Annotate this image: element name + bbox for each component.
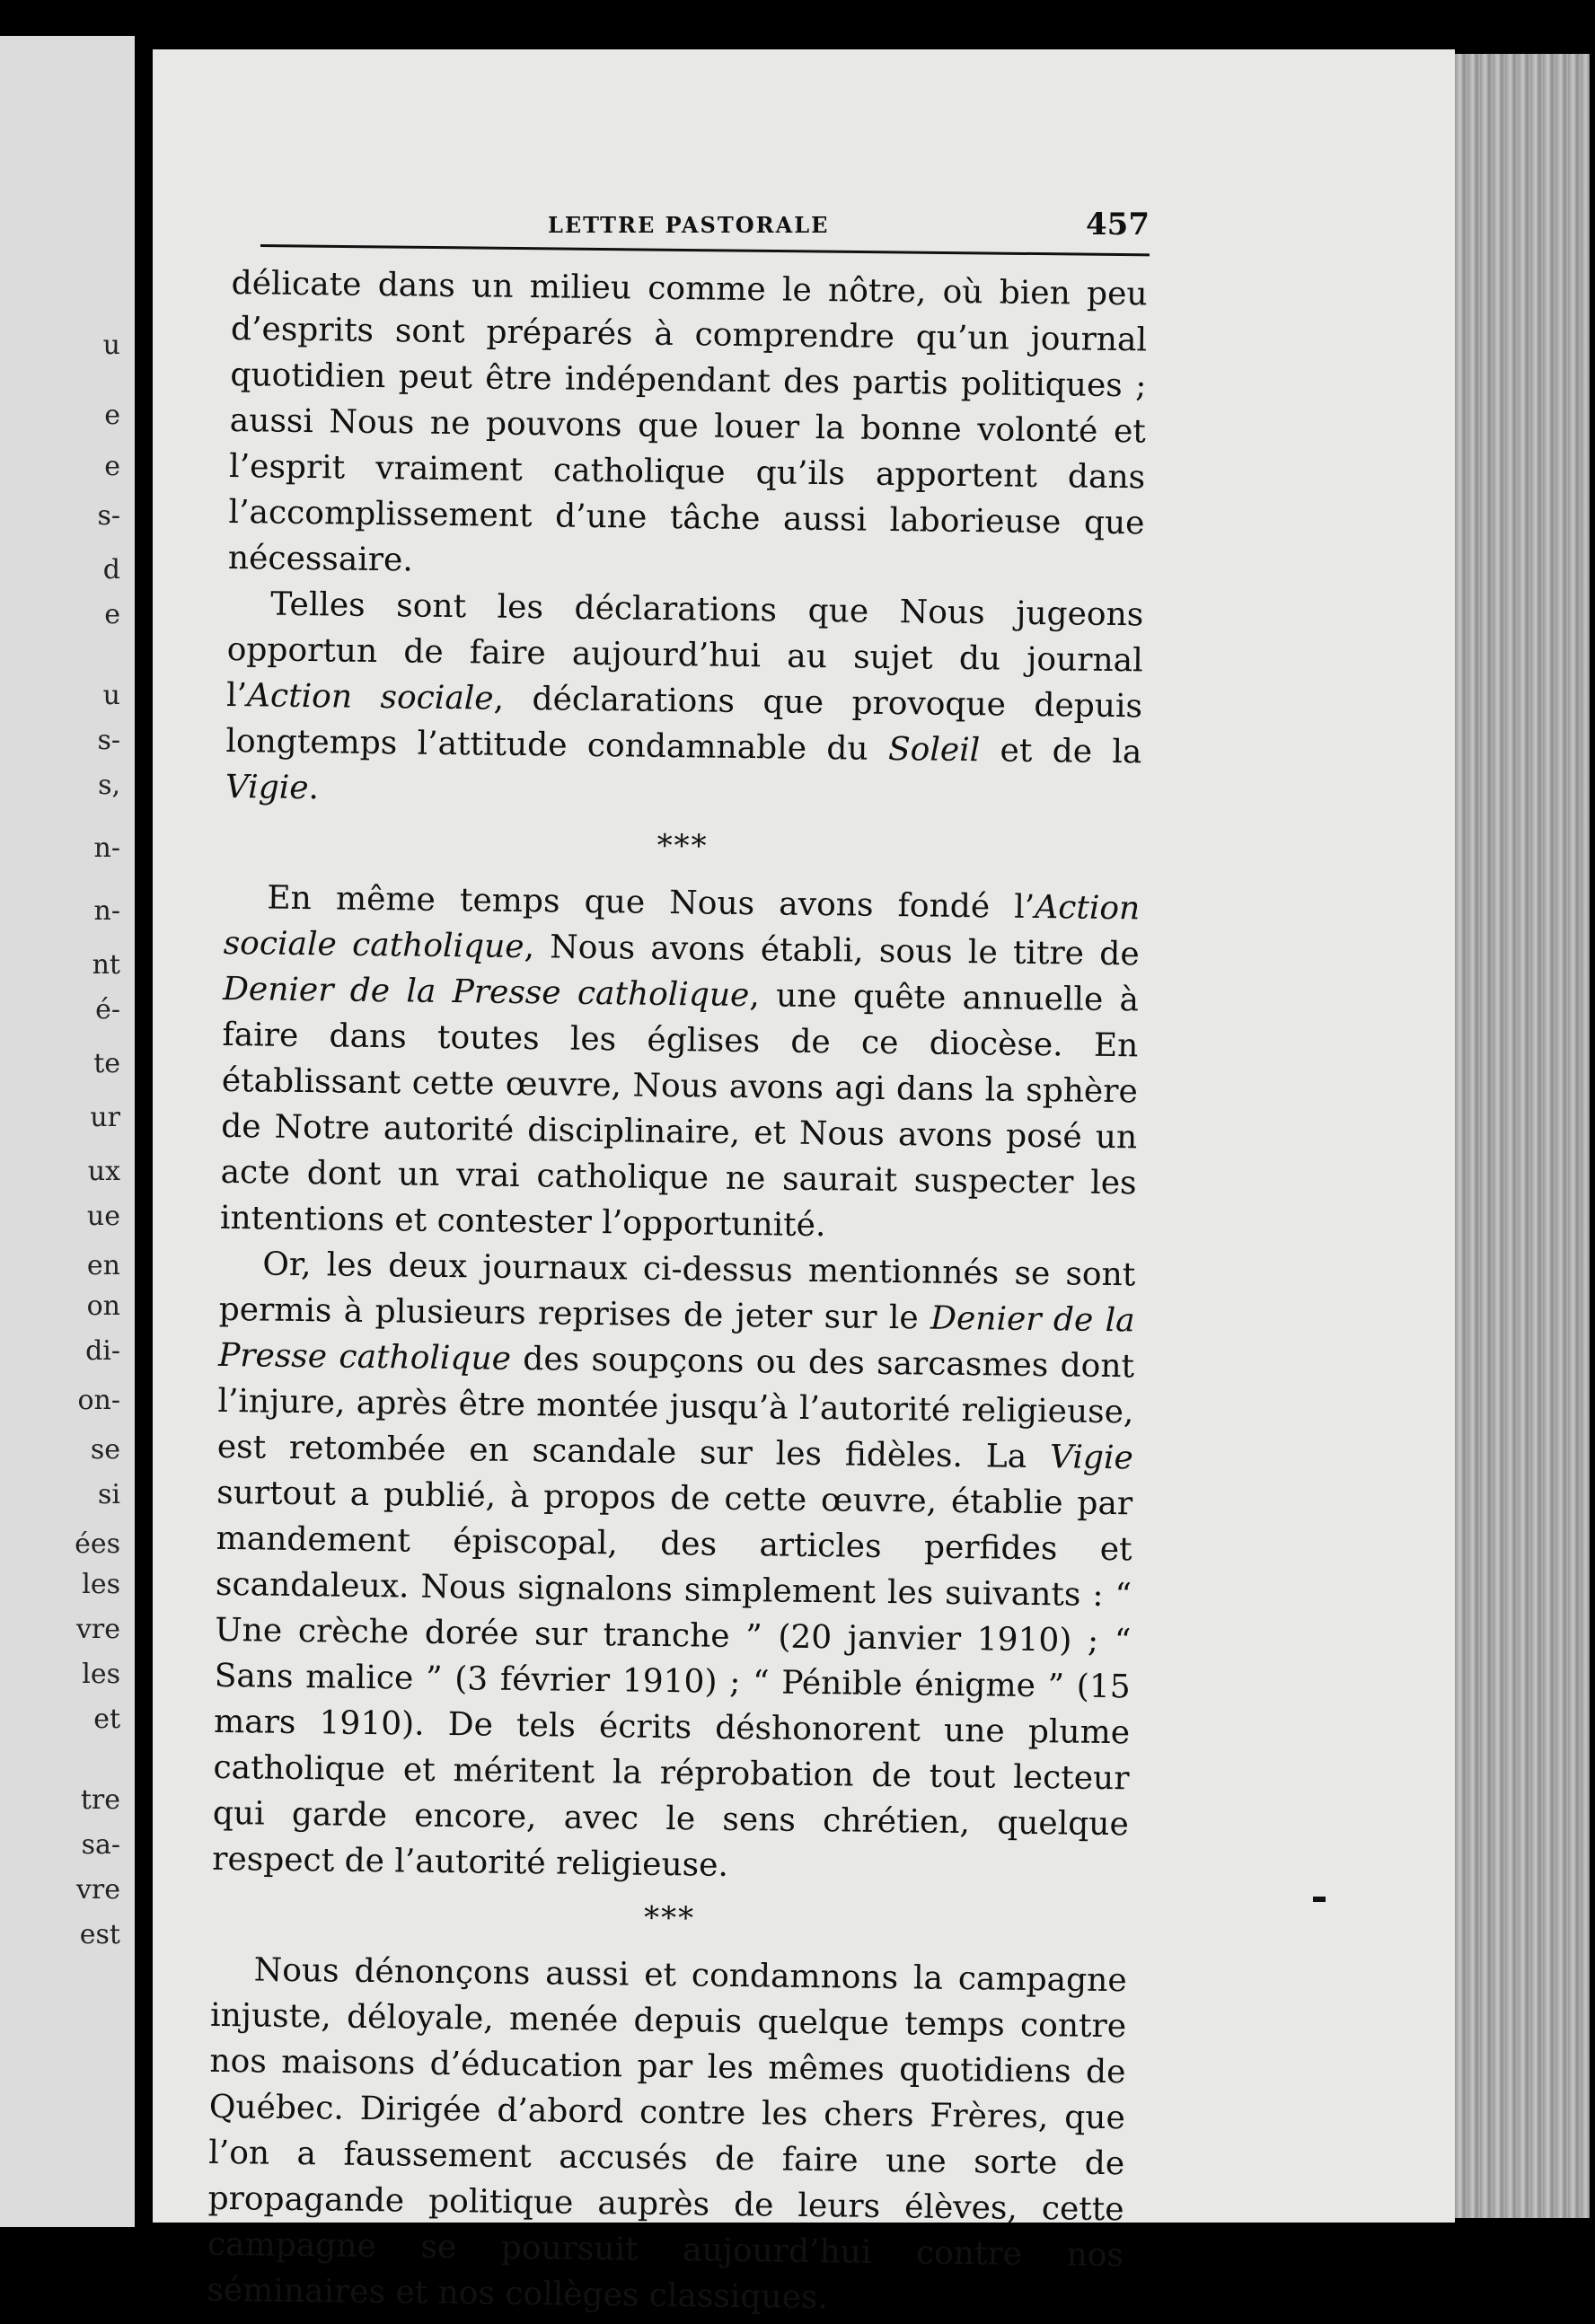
running-head: LETTRE PASTORALE [548, 212, 830, 238]
paragraph-1: délicate dans un milieu comme le nôtre, où bien peu d’esprits sont préparés à comprendre qu’un journal quotidien peut être indépendant des partis politiques ; aussi Nous ne pouvons que louer la bonne volonté et l’esprit vraiment catholique qu’ils apportent dans l’accomplissement d’une tâche aussi laborieuse que nécessaire. [227, 264, 1148, 579]
section-separator-1: *** [657, 827, 709, 865]
page-header [260, 205, 1150, 250]
facing-page-fragment: on [86, 1290, 120, 1322]
page-block-edges [1455, 54, 1590, 2218]
facing-page-fragment: sa- [81, 1829, 120, 1861]
facing-page-fragment: tre [80, 1784, 120, 1816]
facing-page-fragment: est [79, 1919, 120, 1950]
facing-page-fragment: en [86, 1250, 120, 1281]
facing-page-fragment: n- [93, 895, 120, 927]
facing-page-fragment: e [104, 599, 120, 630]
facing-page-fragment: e [104, 400, 120, 431]
facing-page-edge [0, 36, 135, 2227]
paragraph-3: En même temps que Nous avons fondé l’Action sociale catholique, Nous avons établi, sous le titre de Denier de la Presse catholique, une quête annuelle à faire dans toutes les églises de ce diocèse. En établissant cette œuvre, Nous avons agi dans la sphère de Notre autorité disciplinaire, et Nous avons posé un acte dont un vrai catholique ne saurait suspecter les intentions et contester l’opportunité. [219, 879, 1141, 1245]
facing-page-fragment: s, [98, 770, 120, 801]
facing-page-fragment: é- [95, 994, 120, 1026]
section-separator-2: *** [643, 1899, 696, 1937]
facing-page-fragment: ux [87, 1156, 120, 1187]
facing-page-fragment: u [102, 680, 120, 711]
facing-page-fragment: u [102, 330, 120, 361]
ink-mark [1313, 1897, 1326, 1902]
facing-page-fragment: et [93, 1703, 120, 1735]
facing-page-fragment: s- [97, 500, 120, 532]
facing-page-fragment: ue [86, 1201, 120, 1232]
facing-page-fragment: ées [75, 1528, 120, 1560]
facing-page-fragment: on- [77, 1385, 120, 1416]
facing-page-fragment: e [104, 451, 120, 482]
facing-page-fragment: te [93, 1048, 120, 1079]
body-text [207, 260, 1148, 2324]
facing-page-fragment: n- [93, 832, 120, 864]
facing-page-fragment: vre [75, 1874, 120, 1906]
paragraph-4: Or, les deux journaux ci-dessus mentionnés se sont permis à plusieurs reprises de jeter sur le Denier de la Presse catholique des soupçons ou des sarcasmes dont l’injure, après être montée jusqu’à l’autorité religieuse, est retombée en scandale sur les fidèles. La Vigie surtout a publié, à propos de cette œuvre, établie par mandement épiscopal, des articles perfides et scandaleux. Nous signalons simplement les suivants : “ Une crèche dorée sur tranche ” (20 janvier 1910) ; “ Sans malice ” (3 février 1910) ; “ Pénible énigme ” (15 mars 1910). De tels écrits déshonorent une plume catholique et méritent la réprobation de tout lecteur qui garde encore, avec le sens chrétien, quelque respect de l’autorité religieuse. [211, 1246, 1136, 1884]
facing-page-fragment: se [90, 1434, 120, 1466]
facing-page-fragment: d [102, 554, 120, 585]
page-number: 457 [1086, 207, 1150, 242]
paragraph-2: Telles sont les déclarations que Nous jugeons opportun de faire aujourd’hui au sujet du journal l’Action sociale, déclarations que provoque depuis longtemps l’attitude condamnable du Soleil et de la Vigie. [225, 585, 1144, 807]
paragraph-5: Nous dénonçons aussi et condamnons la campagne injuste, déloyale, menée depuis quelque temps contre nos maisons d’éducation par les mêmes quotidiens de Québec. Dirigée d’abord contre les chers Frères, que l’on a faussement accusés de faire une sorte de propagande politique auprès de leurs élèves, cette campagne se poursuit aujourd’hui contre nos séminaires et nos collèges classiques. [207, 1951, 1127, 2317]
facing-page-fragment: si [98, 1479, 120, 1510]
facing-page-fragment: les [82, 1569, 120, 1600]
facing-page-fragment: di- [85, 1335, 120, 1367]
facing-page-fragment: les [82, 1659, 120, 1690]
facing-page-fragment: ur [90, 1102, 120, 1133]
facing-page-fragment: s- [97, 725, 120, 756]
facing-page-fragment: vre [75, 1614, 120, 1645]
facing-page-fragment: nt [92, 949, 120, 981]
